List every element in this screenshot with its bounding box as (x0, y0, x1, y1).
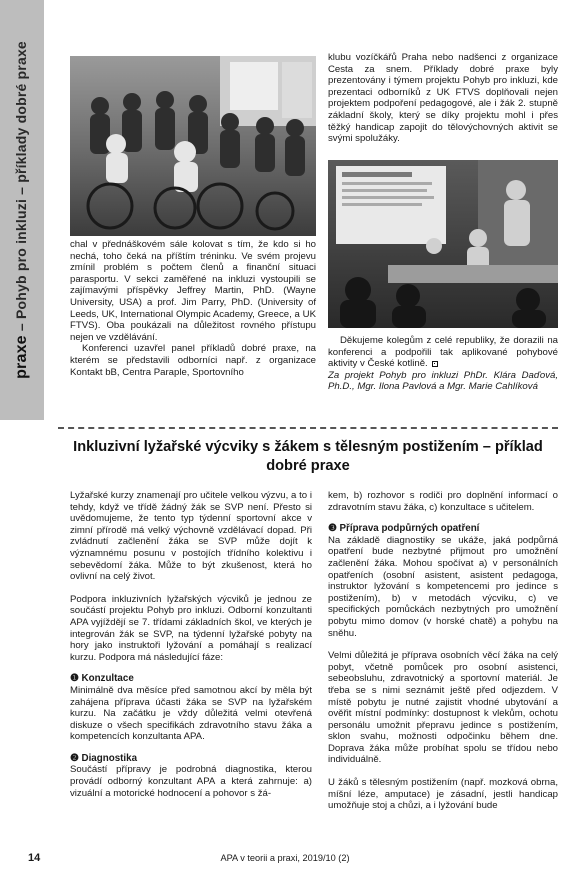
article-paragraph-2: Podpora inkluzivních lyžařských výcviků je jednou ze součástí projektu Pohyb pro inkluzi. Odborní konzultanti APA vyjíždějí se 7. třídami základních škol, ve kterých je integrován žák se SVP, na týdenní lyžařské pobyty na hory jako instruktoři lyžování a pomáhají s realizací kurzu. Podpora má následující fáze: (70, 593, 312, 663)
article-paragraph-4: Součástí přípravy je podrobná diagnostika, kterou provádí odborný konzultant APA a která zahrnuje: a) vizuální a motorické hodnocení a pohovor s žá- (70, 764, 312, 799)
upper-left-column (70, 239, 316, 378)
group-photo (70, 56, 316, 236)
section-sidebar (0, 0, 44, 420)
article-paragraph-6: Na základě diagnostiky se ukáže, jaká podpůrná opatření bude nezbytné přijmout pro umožnění začlenění žáka. Mohou spočívat a) v personálních opatřeních (osobní asistent, asistent pedagoga, instruktor lyžování s kompetencemi pro jedince s postižením), b) v metodách výcviku, c) ve specifických pomůckách nezbytných pro umožnění pobytu mimo domov (v horské chatě) a pohybu na sněhu. (328, 534, 558, 639)
phase-heading-diagnostics: ❷ Diagnostika (70, 752, 138, 764)
phase-heading-consultation: ❶ Konzultace (70, 673, 134, 685)
article-paragraph-5: kem, b) rozhovor s rodiči pro doplnění informací o zdravotním stavu žáka, c) konzultace s učitelem. (328, 490, 558, 513)
article-paragraph-1: Lyžařské kurzy znamenají pro učitele velkou výzvu, a to i tehdy, když ve třídě žádný žák se SVP není. Přesto si uvědomujeme, že tento typ týdenní sportovní akce v zimní přírodě má velký výchovně vzdělávací dopad. Při zvládnutí začlenění žáka se SVP může dojít k významnému posunu v postojích třídního kolektivu i sebevědomí žáka. Může to být zkušenost, která ho ovlivní na celý život. (70, 490, 312, 583)
upper-right-paragraph-1: klubu vozíčkářů Praha nebo nadšenci z organizace Cesta za snem. Příklady dobré praxe byly prezentovány i týmem projektu Pohyb pro inkluzi, kde prezentaci odborníků z UK FTVS doplňovali nejen projektem podpoření pedagogové, ale i žák 2. stupně základní školy, který se díky projektu mohl i přes těžký handicap zapojit do tělovýchovných aktivit se svými spolužáky. (328, 52, 558, 145)
section-divider (58, 427, 558, 429)
upper-left-paragraph-1: chal v přednáškovém sále kolovat s tím, že kdo si ho nechá, toho čeká na příštím tréninku. Ve svém projevu zmínil problém s počtem členů a finanční situaci parasportu. V sekci zaměřené na inkluzi vystoupili se zajímavými příspěvky Jeffrey Martin, PhD. (Wayne University, USA) a prof. Jim Parry, PhD. (University of Leeds, UK, International Olympic Academy, Greece, a UK FTVS). Oba poukázali na důležitost rovného přístupu nejen ve vzdělávání. (70, 239, 316, 343)
sidebar-section-label: praxe (13, 335, 30, 379)
page-number: 14 (28, 852, 41, 864)
end-of-article-mark (432, 361, 438, 367)
article-paragraph-8: U žáků s tělesným postižením (např. mozková obrna, míšní léze, amputace) je zásadní, jestli handicap umožňuje stoj a chůzi, a i lyžování bude (328, 777, 558, 812)
upper-left-paragraph-2: Konferenci uzavřel panel příkladů dobré praxe, na kterém se představili odborníci např. z organizace Kontakt bB, Centra Paraple, Sportovního (70, 343, 316, 378)
upper-right-column-lower (328, 335, 558, 393)
article-credit: Za projekt Pohyb pro inkluzi PhDr. Klára Daďová, Ph.D., Mgr. Ilona Pavlová a Mgr. Marie Cahlíková (328, 369, 558, 393)
article-left-column (70, 490, 312, 799)
conference-photo (328, 160, 558, 328)
article-headline: Inkluzivní lyžařské výcviky s žákem s tělesným postižením – příklad dobré praxe (73, 439, 543, 474)
thanks-paragraph: Děkujeme kolegům z celé republiky, že dorazili na konferenci a podpořili tak aplikované pohybové aktivity v České kotlině. (328, 335, 558, 370)
phase-heading-preparation: ❸ Příprava podpůrných opatření (328, 523, 480, 535)
page-footer (0, 850, 570, 870)
upper-right-column (328, 52, 558, 145)
sidebar-title: praxe – Pohyb pro inkluzi – příklady dobré praxe (13, 41, 30, 379)
article-paragraph-3: Minimálně dva měsíce před samotnou akcí by měla být zahájena příprava účasti žáka se SVP na lyžařském kurzu. Na začátku je vždy důležitá velmi otevřená diskuze o všech specifikách zdravotního stavu žáka a kompetencích konzultanta APA. (70, 684, 312, 743)
group-photo-image (70, 56, 316, 236)
article-paragraph-7: Velmi důležitá je příprava osobních věcí žáka na celý pobyt, včetně pomůcek pro osobní asistenci, sebeobsluhu, zdravotnický a sportovní materiál. Je třeba se s nimi seznámit ještě před odjezdem. V místě pobytu je nutné zajistit vhodné ubytování a ověřit místní podmínky: dostupnost k vlekům, ochotu personálu umožnit přepravu jedince s postižením, sklon svahu, možnosti odpočinku během dne. Doprava žáka může probíhat spolu se třídou nebo individuálně. (328, 650, 558, 766)
article-right-column (328, 490, 558, 812)
journal-citation: APA v teorii a praxi, 2019/10 (2) (220, 853, 350, 863)
conference-photo-image (328, 160, 558, 328)
sidebar-series-title: Pohyb pro inkluzi – příklady dobré praxe (13, 41, 29, 320)
